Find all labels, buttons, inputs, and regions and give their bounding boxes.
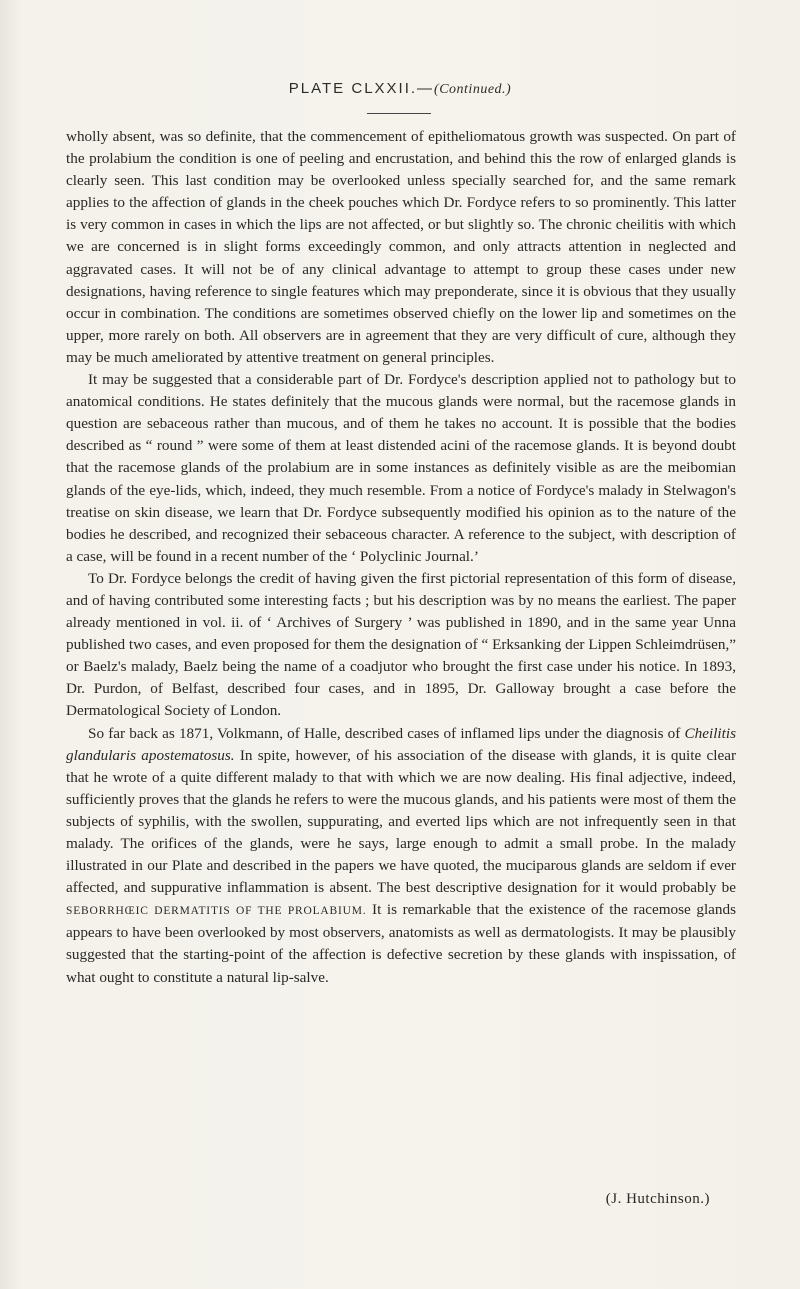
paragraph-4	[66, 723, 736, 989]
paragraph-4-part-c: It is remarkable that the existence of the racemose glands appears to have been overlooked by most observers, anatomists as well as dermatologists. It may be plausibly suggested that the starting-point of the affection is defective secretion by these glands with inspissation, of what ought to constitute a natural lip-salve.	[66, 901, 737, 986]
continued-label: (Continued.)	[434, 82, 512, 97]
page-heading	[0, 80, 800, 98]
body-text	[66, 126, 736, 989]
author-signature: (J. Hutchinson.)	[605, 1191, 710, 1207]
smallcaps-designation: SEBORRHŒIC DERMATITIS OF THE PROLABIUM.	[66, 905, 367, 918]
paragraph-4-part-b: In spite, however, of his association of the disease with glands, it is quite clear that he wrote of a quite different malady to that with which we are now dealing. His final adjective, indeed, sufficiently proves that the glands he refers to were the mucous glands, and his patients were most of them the subjects of syphilis, with the swollen, suppurating, and everted lips which are not infrequently seen in that malady. The orifices of the glands, were he says, large enough to admit a small probe. In the malady illustrated in our Plate and described in the papers we have quoted, the muciparous glands are seldom if ever affected, and suppurative inflammation is absent. The best descriptive designation for it would probably be	[66, 746, 737, 897]
paragraph-1: wholly absent, was so definite, that the commencement of epitheliomatous growth was suspected. On part of the prolabium the condition is one of peeling and encrustation, and behind this the row of enlarged glands is clearly seen. This last condition may be overlooked unless specially searched for, and the same remark applies to the affection of glands in the cheek pouches which Dr. Fordyce refers to so prominently. This latter is very common in cases in which the lips are not affected, or but slightly so. The chronic cheilitis with which we are concerned is in slight forms exceedingly common, and only attracts attention in neglected and aggravated cases. It will not be of any clinical advantage to attempt to group these cases under new designations, having reference to single features which may preponderate, since it is obvious that they usually occur in combination. The conditions are sometimes observed chiefly on the lower lip and sometimes on the upper, more rarely on both. All observers are in agreement that they are very difficult of cure, although they may be much ameliorated by attentive treatment on general principles.	[66, 128, 736, 366]
italic-diagnosis: Cheilitis glandularis apostematosus.	[66, 724, 736, 764]
heading-divider	[367, 113, 431, 114]
paragraph-3: To Dr. Fordyce belongs the credit of having given the first pictorial representation of this form of disease, and of having contributed some interesting facts ; but his description was by no means the earliest. The paper already mentioned in vol. ii. of ‘ Archives of Surgery ’ was published in 1890, and in the same year Unna published two cases, and even proposed for them the designation of “ Erksanking der Lippen Schleimdrüsen,” or Baelz's malady, Baelz being the name of a coadjutor who brought the first case under his notice. In 1893, Dr. Purdon, of Belfast, described four cases, and in 1895, Dr. Galloway brought a case before the Dermatological Society of London.	[66, 569, 736, 720]
plate-title: PLATE CLXXII.—	[288, 80, 435, 97]
paragraph-2: It may be suggested that a considerable part of Dr. Fordyce's description applied not to pathology but to anatomical conditions. He states definitely that the mucous glands were normal, but the racemose glands in question are sebaceous rather than mucous, and of them he takes no account. It is possible that the bodies described as “ round ” were some of them at least distended acini of the racemose glands. It is beyond doubt that the racemose glands of the prolabium are in some instances as definitely visible as are the meibomian glands of the eye-lids, which, indeed, they much resemble. From a notice of Fordyce's malady in Stelwagon's treatise on skin disease, we learn that Dr. Fordyce subsequently modified his opinion as to the nature of the bodies he described, and recognized their sebaceous character. A reference to the subject, with description of a case, will be found in a recent number of the ‘ Polyclinic Journal.’	[66, 371, 736, 565]
paragraph-4-part-a: So far back as 1871, Volkmann, of Halle, described cases of inflamed lips under the diagnosis of	[88, 724, 685, 742]
